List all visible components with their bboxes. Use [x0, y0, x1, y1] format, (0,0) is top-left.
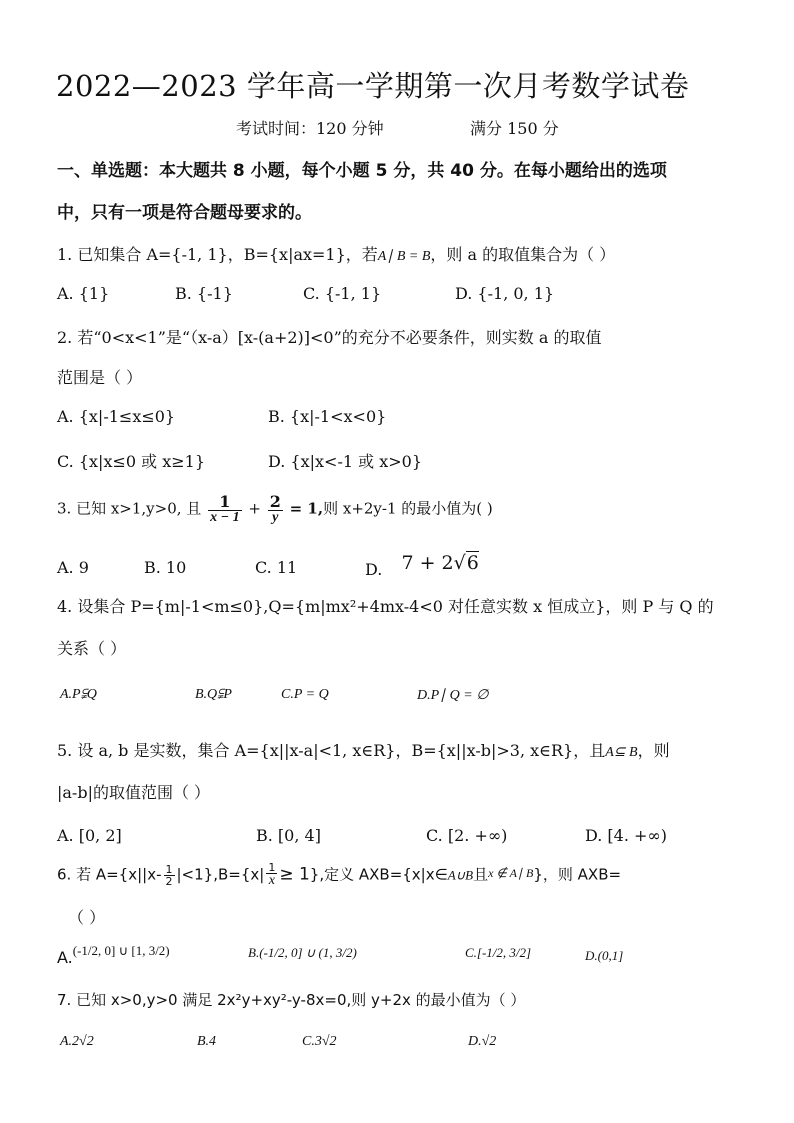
- question-4-option-a: A.P⫋Q: [60, 687, 97, 702]
- question-5-option-b: B. [0, 4]: [256, 826, 321, 845]
- question-4-stem-line2: 关系（ ）: [57, 639, 127, 658]
- question-6-text-5: }，则 AXB=: [533, 865, 622, 884]
- option-label: D.: [365, 560, 383, 579]
- question-6-condition: x ∉ A∣ B: [488, 865, 534, 880]
- exam-time: 考试时间：120 分钟: [236, 119, 384, 138]
- question-6-option-d: D.(0,1]: [585, 948, 624, 963]
- fraction-denominator: 2: [165, 874, 173, 888]
- question-5-text: 5. 设 a, b 是实数，集合 A={x||x-a|<1, x∈R}，B={x||x-b|>3, x∈R}，且: [57, 741, 606, 760]
- page-title: 2022—2023 学年高一学期第一次月考数学试卷: [56, 69, 690, 103]
- section-heading-line2: 中，只有一项是符合题母要求的。: [57, 203, 312, 223]
- question-7-stem: 7. 已知 x>0,y>0 满足 2x²y+xy²-y-8x=0,则 y+2x 的最小值为（ ）: [57, 991, 526, 1009]
- value-text: 7 + 2: [401, 552, 454, 574]
- question-7-option-c: C.3√2: [302, 1034, 337, 1049]
- question-4-option-b: B.Q⫋P: [195, 687, 232, 702]
- question-7-option-b: B.4: [197, 1034, 217, 1049]
- full-score: 满分 150 分: [470, 119, 559, 138]
- question-2-stem-line1: 2. 若“0<x<1”是“（x-a）[x-(a+2)]<0”的充分不必要条件，则实数 a 的取值: [57, 328, 602, 347]
- question-1-text: 1. 已知集合 A={-1, 1}，B={x|ax=1}，若: [57, 245, 378, 264]
- question-5-option-d: D. [4. +∞): [585, 826, 667, 845]
- question-5-stem-line2: |a-b|的取值范围（ ）: [57, 783, 211, 802]
- question-6-fraction-inverse-x: [266, 862, 277, 888]
- question-3-option-d-value: [401, 552, 478, 574]
- question-3-fraction-1: [208, 494, 241, 525]
- option-value: (-1/2, 0] ∪ [1, 3/2): [72, 943, 170, 958]
- fraction-numerator: 1: [268, 861, 276, 874]
- question-5-option-c: C. [2. +∞): [426, 826, 508, 845]
- question-6-union: A∪B: [447, 867, 474, 883]
- question-1-math: A∣ B = B: [377, 249, 431, 264]
- question-1-option-d: D. {-1, 0, 1}: [455, 284, 555, 303]
- question-1-text-end: ，则 a 的取值集合为（ ）: [430, 245, 616, 264]
- radicand: 6: [466, 552, 479, 574]
- question-6-text-4: 且: [473, 865, 489, 884]
- question-6-fraction-half: [164, 864, 175, 887]
- question-6-stem-line2: （ ）: [68, 908, 106, 927]
- question-2-option-c: C. {x|x≤0 或 x≥1}: [57, 452, 206, 471]
- question-3-option-b: B. 10: [144, 558, 187, 577]
- question-6-stem: [57, 862, 621, 888]
- question-3-fraction-2: [268, 494, 283, 525]
- question-3-text-end: 则 x+2y-1 的最小值为( ): [323, 499, 493, 518]
- question-3-stem: [57, 494, 493, 525]
- question-3-option-a: A. 9: [57, 558, 89, 577]
- question-5-option-a: A. [0, 2]: [57, 826, 122, 845]
- fraction-numerator: 1: [208, 494, 241, 511]
- question-1-option-b: B. {-1}: [175, 284, 233, 303]
- question-1-option-c: C. {-1, 1}: [303, 284, 382, 303]
- question-3-text: 3. 已知 x>1,y>0, 且: [57, 499, 202, 518]
- question-5-text-end: ，则: [637, 741, 670, 760]
- question-7-option-d: D.√2: [468, 1034, 497, 1049]
- question-2-option-d: D. {x|x<-1 或 x>0}: [268, 452, 423, 471]
- question-6-option-a: [57, 942, 170, 967]
- question-7-option-a: A.2√2: [60, 1034, 94, 1049]
- equals-sign: = 1,: [289, 499, 324, 518]
- fraction-denominator: y: [272, 510, 279, 525]
- ge-sign: ≥ 1: [279, 864, 310, 885]
- question-1-stem: [57, 242, 615, 265]
- question-5-stem-line1: [57, 738, 670, 761]
- question-6-text-3: },定义 AXB={x|x∈: [309, 865, 448, 884]
- plus-sign: +: [248, 499, 261, 518]
- fraction-numerator: 2: [269, 492, 281, 511]
- question-6-option-b: B.(-1/2, 0] ∪ (1, 3/2): [248, 945, 357, 960]
- question-3-option-c: C. 11: [255, 558, 298, 577]
- question-5-math: A⊆ B: [605, 745, 638, 760]
- option-label: A.: [57, 948, 73, 967]
- question-6-text: 6. 若 A={x||x-: [57, 865, 162, 884]
- question-2-option-a: A. {x|-1≤x≤0}: [57, 407, 176, 426]
- sqrt-icon: √: [453, 552, 466, 574]
- question-2-stem-line2: 范围是（ ）: [57, 368, 143, 387]
- question-1-option-a: A. {1}: [57, 284, 110, 303]
- fraction-denominator: x: [268, 873, 275, 888]
- question-2-option-b: B. {x|-1<x<0}: [268, 407, 387, 426]
- section-heading-line1: 一、单选题：本大题共 8 小题，每个小题 5 分，共 40 分。在每小题给出的选项: [57, 161, 667, 181]
- fraction-denominator: x − 1: [210, 510, 240, 525]
- question-4-option-c: C.P = Q: [281, 687, 329, 702]
- question-4-option-d: D.P∣ Q = ∅: [417, 688, 489, 703]
- question-6-text-2: |<1},B={x|: [176, 865, 265, 884]
- fraction-numerator: 1: [165, 862, 173, 876]
- question-4-stem-line1: 4. 设集合 P={m|-1<m≤0},Q={m|mx²+4mx-4<0 对任意实数 x 恒成立}，则 P 与 Q 的: [57, 597, 714, 616]
- question-3-option-d: [365, 552, 479, 580]
- question-6-option-c: C.[-1/2, 3/2]: [465, 945, 532, 960]
